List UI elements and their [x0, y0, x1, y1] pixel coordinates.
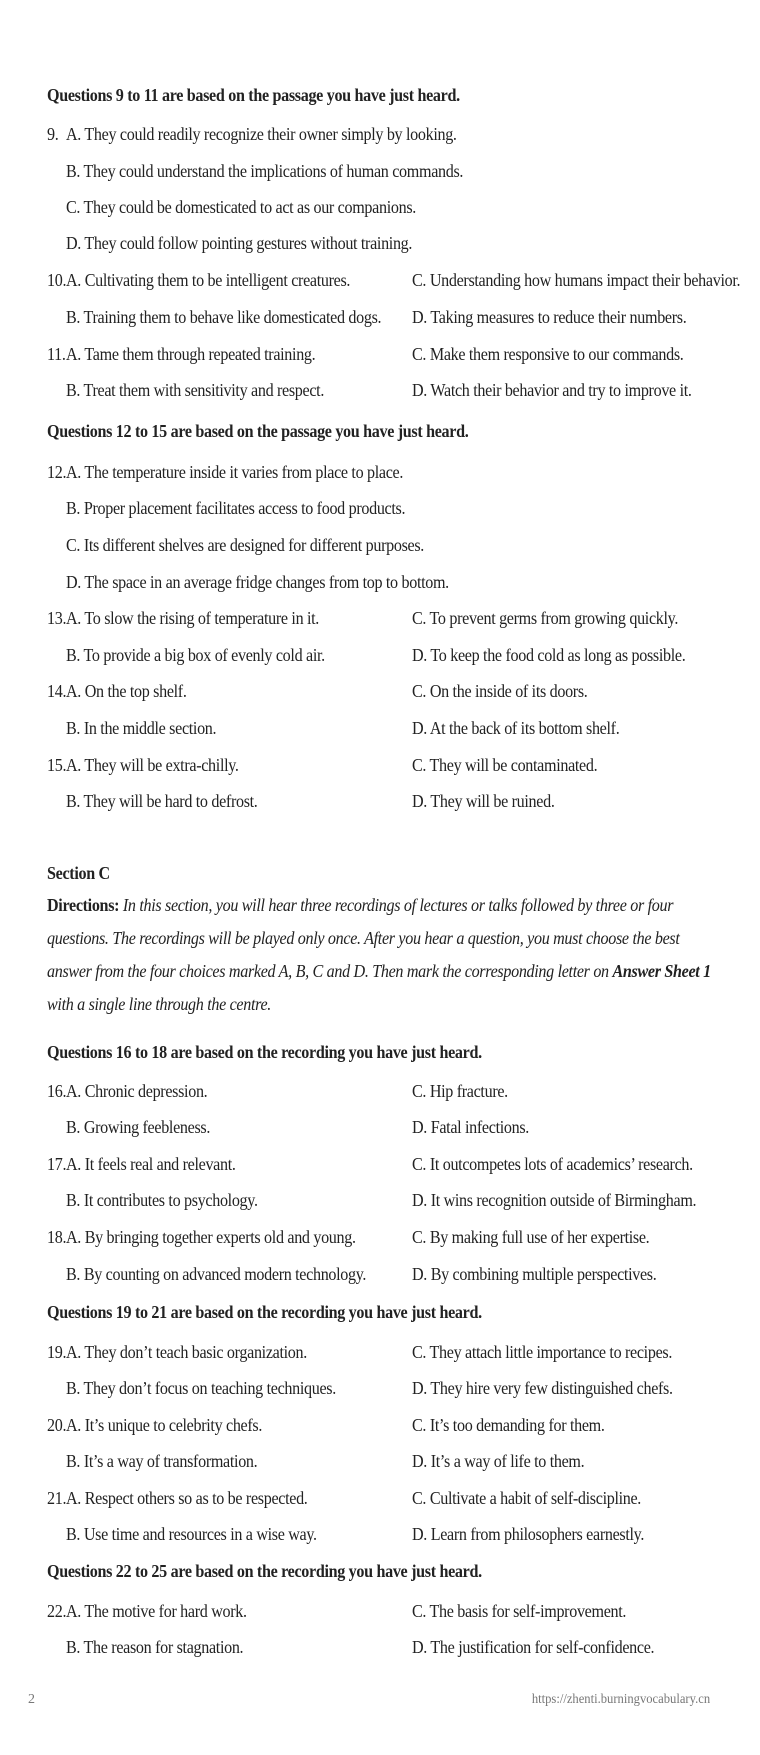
option-d: D. They hire very few distinguished chefs. [412, 1378, 673, 1398]
option-b: B. The reason for stagnation. [66, 1637, 244, 1657]
option-a: A. The temperature inside it varies from place to place. [66, 462, 404, 482]
option-a: A. They will be extra-chilly. [66, 755, 239, 775]
option-b: B. Proper placement facilitates access to food products. [66, 498, 406, 518]
option-a: A. Chronic depression. [66, 1081, 208, 1101]
option-b: B. Use time and resources in a wise way. [66, 1524, 317, 1544]
option-c: C. They will be contaminated. [412, 755, 598, 775]
question-number: 12. [47, 462, 67, 482]
option-d: D. The space in an average fridge changes from top to bottom. [66, 572, 449, 592]
option-a: A. Cultivating them to be intelligent creatures. [66, 270, 351, 290]
option-c: C. By making full use of her expertise. [412, 1227, 650, 1247]
option-a: A. Respect others so as to be respected. [66, 1488, 308, 1508]
question-number: 22. [47, 1601, 67, 1621]
question-number: 13. [47, 608, 67, 628]
option-c: C. They could be domesticated to act as our companions. [66, 197, 416, 217]
section-heading: Questions 22 to 25 are based on the recording you have just heard. [47, 1561, 482, 1581]
option-c: C. It outcompetes lots of academics’ research. [412, 1154, 693, 1174]
option-b: B. They don’t focus on teaching techniques. [66, 1378, 336, 1398]
directions-label: Directions: [47, 895, 120, 915]
section-title: Section C [47, 863, 110, 883]
option-d: D. Fatal infections. [412, 1117, 529, 1137]
section-heading: Questions 19 to 21 are based on the recording you have just heard. [47, 1302, 482, 1322]
option-c: C. It’s too demanding for them. [412, 1415, 605, 1435]
question-number: 19. [47, 1342, 67, 1362]
question-number: 15. [47, 755, 67, 775]
option-b: B. By counting on advanced modern technology. [66, 1264, 367, 1284]
option-d: D. Learn from philosophers earnestly. [412, 1524, 645, 1544]
option-d: D. Taking measures to reduce their numbers. [412, 307, 687, 327]
option-d: D. They will be ruined. [412, 791, 555, 811]
option-a: A. By bringing together experts old and young. [66, 1227, 356, 1247]
option-d: D. By combining multiple perspectives. [412, 1264, 657, 1284]
option-a: A. On the top shelf. [66, 681, 187, 701]
option-a: A. To slow the rising of temperature in it. [66, 608, 320, 628]
option-d: D. Watch their behavior and try to improve it. [412, 380, 692, 400]
section-heading: Questions 16 to 18 are based on the recording you have just heard. [47, 1042, 482, 1062]
directions-text: In this section, you will hear three recordings of lectures or talks followed by three or four questions. The recordings will be played only once. After you hear a question, you must choose the best answer from the four choices marked A, B, C and D. Then mark the corresponding letter on [47, 895, 680, 981]
option-d: D. The justification for self-confidence. [412, 1637, 655, 1657]
option-b: B. Growing feebleness. [66, 1117, 211, 1137]
option-d: D. To keep the food cold as long as possible. [412, 645, 686, 665]
option-a: A. They don’t teach basic organization. [66, 1342, 307, 1362]
option-b: B. It’s a way of transformation. [66, 1451, 258, 1471]
section-heading: Questions 12 to 15 are based on the passage you have just heard. [47, 421, 469, 441]
question-number: 21. [47, 1488, 67, 1508]
option-b: B. They will be hard to defrost. [66, 791, 258, 811]
question-number: 16. [47, 1081, 67, 1101]
option-b: B. Training them to behave like domesticated dogs. [66, 307, 382, 327]
option-a: A. It’s unique to celebrity chefs. [66, 1415, 263, 1435]
footer-url: https://zhenti.burningvocabulary.cn [531, 1692, 710, 1707]
option-a: A. It feels real and relevant. [66, 1154, 236, 1174]
option-c: C. The basis for self-improvement. [412, 1601, 627, 1621]
section-heading: Questions 9 to 11 are based on the passage you have just heard. [47, 85, 460, 105]
question-number: 17. [47, 1154, 67, 1174]
directions-text-end: with a single line through the centre. [47, 994, 272, 1014]
option-c: C. Hip fracture. [412, 1081, 508, 1101]
option-a: A. Tame them through repeated training. [66, 344, 316, 364]
question-number: 14. [47, 681, 67, 701]
answer-sheet-label: Answer Sheet 1 [612, 961, 711, 981]
option-d: D. It wins recognition outside of Birmingham. [412, 1190, 697, 1210]
option-c: C. They attach little importance to recipes. [412, 1342, 673, 1362]
option-c: C. Its different shelves are designed for different purposes. [66, 535, 425, 555]
question-number: 10. [47, 270, 67, 290]
option-c: C. To prevent germs from growing quickly. [412, 608, 679, 628]
option-c: C. Make them responsive to our commands. [412, 344, 684, 364]
question-number: 18. [47, 1227, 67, 1247]
option-c: C. Cultivate a habit of self-discipline. [412, 1488, 642, 1508]
option-b: B. To provide a big box of evenly cold air. [66, 645, 325, 665]
page-number: 2 [28, 1692, 35, 1707]
option-d: D. At the back of its bottom shelf. [412, 718, 620, 738]
option-a: A. They could readily recognize their owner simply by looking. [66, 124, 457, 144]
option-a: A. The motive for hard work. [66, 1601, 247, 1621]
question-number: 11. [47, 344, 66, 364]
option-c: C. On the inside of its doors. [412, 681, 588, 701]
option-b: B. It contributes to psychology. [66, 1190, 258, 1210]
question-number: 20. [47, 1415, 67, 1435]
option-d: D. They could follow pointing gestures without training. [66, 233, 413, 253]
option-d: D. It’s a way of life to them. [412, 1451, 585, 1471]
option-c: C. Understanding how humans impact their behavior. [412, 270, 741, 290]
option-b: B. In the middle section. [66, 718, 217, 738]
question-number: 9. [47, 124, 59, 144]
option-b: B. Treat them with sensitivity and respect. [66, 380, 325, 400]
directions-paragraph [47, 889, 714, 1021]
option-b: B. They could understand the implications of human commands. [66, 161, 464, 181]
